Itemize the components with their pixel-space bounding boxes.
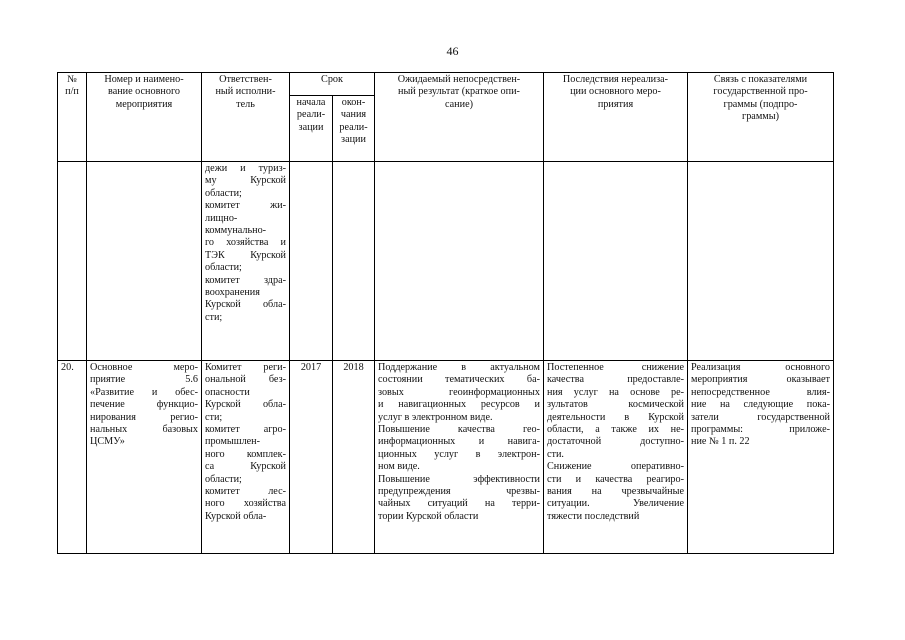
text-line: сти. bbox=[547, 448, 564, 460]
text-line: и навигационных ресурсов и bbox=[378, 399, 540, 411]
text-line: Курской обла- bbox=[205, 399, 286, 411]
text-line: ЦСМУ» bbox=[90, 436, 125, 448]
text-line: зации bbox=[341, 134, 366, 146]
text-line: дежи и туриз- bbox=[205, 163, 286, 174]
row-result bbox=[375, 361, 544, 554]
row-responsible bbox=[202, 361, 290, 554]
text-line: Повышение эффективности bbox=[378, 473, 540, 485]
text-line: непосредственное влия- bbox=[691, 386, 830, 398]
text-line: граммы (подпро- bbox=[723, 98, 798, 110]
text-line: ние № 1 п. 22 bbox=[691, 436, 750, 448]
text-line: ного комплек- bbox=[205, 448, 286, 460]
text-line: Поддержание в актуальном bbox=[378, 362, 540, 373]
text-line: предупреждения чрезвы- bbox=[378, 486, 540, 498]
text-line: п/п bbox=[65, 86, 79, 98]
text-line: деятельности в Курской bbox=[547, 411, 684, 423]
row-start: 2017 bbox=[290, 361, 333, 554]
row-result bbox=[375, 162, 544, 361]
text-line: го хозяйства и bbox=[205, 237, 286, 249]
text-line: приятия bbox=[597, 98, 634, 110]
text-line: сти; bbox=[205, 411, 223, 423]
text-line: достаточной доступно- bbox=[547, 436, 684, 448]
text-line: реали- bbox=[296, 109, 326, 121]
text-line: тель bbox=[236, 98, 255, 110]
text-line: приятие 5.6 bbox=[90, 374, 198, 386]
row-consequences bbox=[544, 162, 688, 361]
table-row bbox=[58, 162, 834, 361]
text-line: печение функцио- bbox=[90, 399, 198, 411]
text-line: области, а также их не- bbox=[547, 424, 684, 436]
text-line: комитет агро- bbox=[205, 424, 286, 436]
text-line: опасности bbox=[205, 386, 250, 398]
text-line: Ответствен- bbox=[219, 74, 272, 85]
text-line: Ожидаемый непосредствен- bbox=[397, 74, 521, 85]
text-line: области; bbox=[205, 187, 242, 199]
text-line: состоянии тематических ба- bbox=[378, 374, 540, 386]
text-line: программы: приложе- bbox=[691, 424, 830, 436]
text-line: ционных услуг в электрон- bbox=[378, 448, 540, 460]
header-link bbox=[688, 73, 834, 162]
row-start bbox=[290, 162, 333, 361]
text-line: области; bbox=[205, 473, 242, 485]
text-line: Последствия нереализа- bbox=[562, 74, 669, 85]
header-result bbox=[375, 73, 544, 162]
text-line: ный исполни- bbox=[215, 86, 276, 98]
text-line: мероприятия оказывает bbox=[691, 374, 830, 386]
row-link bbox=[688, 162, 834, 361]
header-start bbox=[290, 96, 333, 162]
text-line: Курской обла- bbox=[205, 299, 286, 311]
header-name bbox=[87, 73, 202, 162]
text-line: начала bbox=[296, 97, 326, 108]
row-consequences bbox=[544, 361, 688, 554]
text-line: ния услуг на основе ре- bbox=[547, 386, 684, 398]
text-line: комитет лес- bbox=[205, 486, 286, 498]
text-line: услуг в электронном виде. bbox=[378, 411, 493, 423]
text-line: ном виде. bbox=[378, 461, 420, 473]
text-line: ного хозяйства bbox=[205, 498, 286, 510]
text-line: му Курской bbox=[205, 175, 286, 187]
text-line: качества предоставле- bbox=[547, 374, 684, 386]
text-line: мероприятия bbox=[115, 98, 173, 110]
text-line: сти; bbox=[205, 311, 223, 323]
row-num: 20. bbox=[58, 361, 87, 554]
text-line: комитет жи- bbox=[205, 200, 286, 212]
text-line: коммунально- bbox=[205, 225, 267, 237]
text-line: ный результат (краткое опи- bbox=[398, 86, 520, 98]
text-line: ции основного меро- bbox=[570, 86, 661, 98]
text-line: ние на следующие пока- bbox=[691, 399, 830, 411]
text-line: Повышение качества гео- bbox=[378, 424, 540, 436]
text-line: ситуации. Увеличение bbox=[547, 498, 684, 510]
measures-table bbox=[57, 72, 834, 554]
header-term: Срок bbox=[290, 73, 375, 96]
text-line: зации bbox=[298, 121, 324, 133]
text-line: зовых геоинформационных bbox=[378, 386, 540, 398]
row-responsible bbox=[202, 162, 290, 361]
text-line: окон- bbox=[341, 97, 366, 108]
text-line: вания на чрезвычайные bbox=[547, 486, 684, 498]
text-line: промышлен- bbox=[205, 436, 261, 448]
text-line: са Курской bbox=[205, 461, 286, 473]
text-line: лищно- bbox=[205, 212, 238, 224]
row-name bbox=[87, 361, 202, 554]
row-end bbox=[333, 162, 375, 361]
header-responsible bbox=[202, 73, 290, 162]
text-line: Курской обла- bbox=[205, 510, 267, 522]
header-consequences bbox=[544, 73, 688, 162]
text-line: вание основного bbox=[108, 86, 180, 98]
text-line: области; bbox=[205, 262, 242, 274]
text-line: ТЭК Курской bbox=[205, 249, 286, 261]
text-line: Основное меро- bbox=[90, 362, 198, 373]
row-link bbox=[688, 361, 834, 554]
text-line: «Развитие и обес- bbox=[90, 386, 198, 398]
text-line: чания bbox=[340, 109, 367, 121]
text-line: граммы) bbox=[742, 111, 779, 123]
row-name bbox=[87, 162, 202, 361]
text-line: затели государственной bbox=[691, 411, 830, 423]
page-number: 46 bbox=[446, 44, 459, 58]
text-line: Снижение оперативно- bbox=[547, 461, 684, 473]
text-line: сание) bbox=[445, 98, 473, 110]
table-header-row bbox=[58, 73, 834, 96]
text-line: Номер и наимено- bbox=[104, 74, 184, 85]
text-line: № bbox=[67, 74, 77, 85]
text-line: нирования регио- bbox=[90, 411, 198, 423]
text-line: ональной без- bbox=[205, 374, 286, 386]
text-line: сти и качества реагиро- bbox=[547, 473, 684, 485]
text-line: зультатов космической bbox=[547, 399, 684, 411]
text-line: нальных базовых bbox=[90, 424, 198, 436]
text-line: информационных и навига- bbox=[378, 436, 540, 448]
text-line: чайных ситуаций на терри- bbox=[378, 498, 540, 510]
text-line: реали- bbox=[339, 121, 368, 133]
row-end: 2018 bbox=[333, 361, 375, 554]
text-line: воохранения bbox=[205, 287, 260, 299]
text-line: тяжести последствий bbox=[547, 510, 640, 522]
header-num bbox=[58, 73, 87, 162]
text-line: Постепенное снижение bbox=[547, 362, 684, 373]
text-line: Реализация основного bbox=[691, 362, 830, 373]
text-line: государственной про- bbox=[713, 86, 808, 98]
text-line: комитет здра- bbox=[205, 274, 286, 286]
text-line: Связь с показателями bbox=[713, 74, 808, 85]
table-row bbox=[58, 361, 834, 554]
text-line: тории Курской области bbox=[378, 510, 479, 522]
header-end bbox=[333, 96, 375, 162]
text-line: Комитет реги- bbox=[205, 362, 286, 373]
row-num bbox=[58, 162, 87, 361]
